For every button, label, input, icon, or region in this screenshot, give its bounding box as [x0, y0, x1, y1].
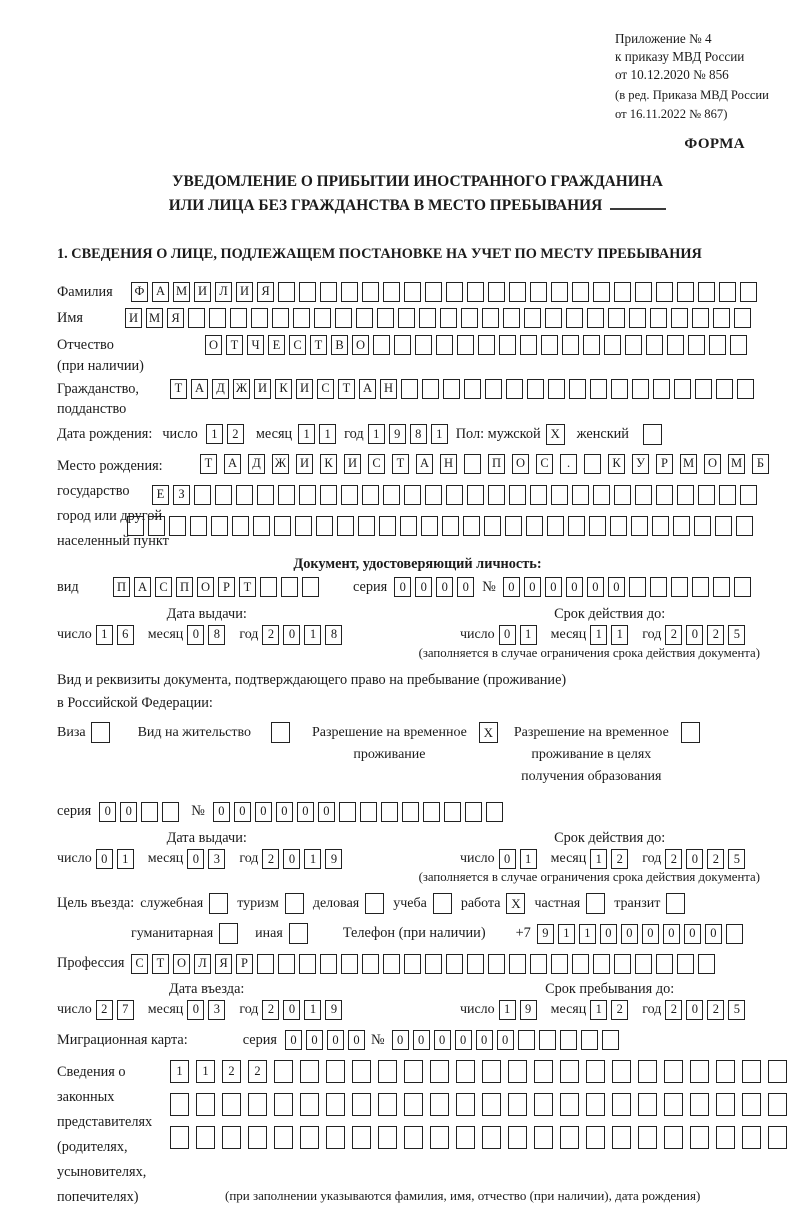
doc-kind-cells[interactable]: П А С П О Р Т [113, 577, 323, 597]
entry-day-cells[interactable]: 2 7 [96, 1000, 138, 1020]
entry-month-cells[interactable]: 0 3 [187, 1000, 229, 1020]
legal-reps-block [57, 1060, 778, 1212]
day-label: число [162, 426, 198, 443]
purpose-option: гуманитарная [131, 923, 238, 944]
temp-residence-option: Разрешение на временное проживание X [312, 722, 498, 765]
purpose-opt3-checkbox[interactable] [365, 893, 384, 914]
residence-series-cells[interactable]: 0 0 [99, 802, 183, 822]
legal-reps-row1-cells[interactable]: 1 1 2 2 [170, 1060, 778, 1083]
birth-day-cells[interactable]: 1 2 [206, 424, 248, 444]
residence-doc-line2: в Российской Федерации: [57, 694, 213, 711]
residence-number-cells[interactable]: 0 0 0 0 0 0 [213, 802, 507, 822]
entry-year-cells[interactable]: 2 0 1 9 [262, 1000, 346, 1020]
residence-series-label: серия [57, 803, 92, 820]
annex-line: Приложение № 4 [615, 31, 712, 46]
sex-male-checkbox[interactable]: X [546, 424, 565, 445]
residence-doc-dates [57, 830, 778, 869]
title-blank-underline [610, 208, 666, 210]
purpose-option: транзит [614, 893, 685, 914]
legal-reps-labels: Сведения о законных представителях (родителях, усыновителях, попечителях) [57, 1063, 153, 1205]
identity-doc-heading: Документ, удостоверяющий личность: [293, 555, 542, 572]
residence-issue-month-cells[interactable]: 0 3 [187, 849, 229, 869]
annex-line: от 10.12.2020 № 856 [615, 67, 729, 83]
residence-expiry-month-cells[interactable]: 1 2 [590, 849, 632, 869]
month-label: месяц [255, 426, 293, 443]
phone-prefix: +7 [515, 925, 531, 942]
form-title-line2: ИЛИ ЛИЦА БЕЗ ГРАЖДАНСТВА В МЕСТО ПРЕБЫВАНИЯ [57, 194, 778, 217]
entry-date-group: Дата въезда: число 2 7 месяц 0 3 год 2 0 1 9 [57, 981, 356, 1020]
residence-permit-checkbox[interactable] [271, 722, 290, 743]
surname-label: Фамилия [57, 283, 113, 300]
purpose-opt9-checkbox[interactable] [289, 923, 308, 944]
purpose-option: туризм [237, 893, 304, 914]
visa-checkbox[interactable] [91, 722, 110, 743]
form-title-line1: УВЕДОМЛЕНИЕ О ПРИБЫТИИ ИНОСТРАННОГО ГРАЖДАНИНА [172, 173, 663, 191]
surname-cells[interactable]: Ф А М И Л И Я [131, 282, 761, 302]
doc-number-label: № [482, 578, 496, 595]
residence-expiry-group: Срок действия до: число 0 1 месяц 1 2 год 2 0 2 5 [460, 830, 759, 869]
citizenship-label: Гражданство, подданство [57, 380, 139, 418]
issue-month-cells[interactable]: 0 8 [187, 625, 229, 645]
sex-female-label: женский [576, 426, 629, 443]
doc-number-cells[interactable]: 0 0 0 0 0 0 [503, 577, 755, 597]
expiry-year-cells[interactable]: 2 0 2 5 [665, 625, 749, 645]
legal-reps-row3-cells[interactable] [170, 1126, 778, 1149]
form-title [57, 170, 778, 216]
stay-heading: Срок пребывания до: [545, 980, 675, 997]
purpose-option: служебная [140, 893, 228, 914]
birthplace-labels: Место рождения: государство город или другой населенный пункт [57, 457, 169, 549]
migration-number-label: № [371, 1031, 385, 1048]
patronymic-cells[interactable]: О Т Ч Е С Т В О [205, 335, 751, 355]
expiry-day-cells[interactable]: 0 1 [499, 625, 541, 645]
migration-card-label: Миграционная карта: [57, 1031, 188, 1048]
purpose-opt4-checkbox[interactable] [433, 893, 452, 914]
purpose-opt6-checkbox[interactable] [586, 893, 605, 914]
legal-reps-row2-cells[interactable] [170, 1093, 778, 1116]
residence-issue-day-cells[interactable]: 0 1 [96, 849, 138, 869]
doc-kind-label: вид [57, 578, 79, 595]
doc-series-cells[interactable]: 0 0 0 0 [394, 577, 478, 597]
birthplace-row3-cells[interactable] [127, 516, 778, 536]
issue-year-cells[interactable]: 2 0 1 8 [262, 625, 346, 645]
stay-until-group: Срок пребывания до: число 1 9 месяц 1 2 год 2 0 2 5 [460, 981, 759, 1020]
migration-number-cells[interactable]: 0 0 0 0 0 0 [392, 1030, 623, 1050]
firstname-cells[interactable]: И М Я [125, 308, 755, 328]
purpose-opt7-checkbox[interactable] [666, 893, 685, 914]
residence-doc-line1: Вид и реквизиты документа, подтверждающего право на пребывание (проживание) [57, 671, 567, 688]
residence-permit-option: Вид на жительство [138, 722, 290, 744]
purpose-opt2-checkbox[interactable] [285, 893, 304, 914]
birthplace-row1-cells[interactable]: Т А Д Ж И К И С Т А Н П О С . К У Р М О М Б [200, 454, 778, 474]
birthplace-row2-cells[interactable]: Е З [152, 485, 778, 505]
residence-expiry-year-cells[interactable]: 2 0 2 5 [665, 849, 749, 869]
identity-expiry-group: Срок действия до: число 0 1 месяц 1 1 год 2 0 2 5 [460, 606, 759, 645]
purpose-opt8-checkbox[interactable] [219, 923, 238, 944]
temp-residence-checkbox[interactable]: X [479, 722, 498, 743]
section1-heading: 1. СВЕДЕНИЯ О ЛИЦЕ, ПОДЛЕЖАЩЕМ ПОСТАНОВКЕ НА УЧЕТ ПО МЕСТУ ПРЕБЫВАНИЯ [57, 245, 702, 262]
profession-label: Профессия [57, 955, 125, 972]
residence-issue-group: Дата выдачи: число 0 1 месяц 0 3 год 2 0 1 9 [57, 830, 356, 869]
annex-block [615, 30, 778, 123]
sex-female-checkbox[interactable] [643, 424, 662, 445]
identity-doc-note: (заполняется в случае ограничения срока действия документа) [418, 645, 760, 660]
purpose-option: работа X [461, 893, 526, 914]
phone-label: Телефон (при наличии) [342, 925, 486, 942]
year-label: год [344, 426, 364, 443]
identity-issue-group: Дата выдачи: число 1 6 месяц 0 8 год 2 0 1 8 [57, 606, 356, 645]
purpose-opt1-checkbox[interactable] [209, 893, 228, 914]
stay-month-cells[interactable]: 1 2 [590, 1000, 632, 1020]
birth-year-cells[interactable]: 1 9 8 1 [368, 424, 452, 444]
birthdate-label: Дата рождения: [57, 426, 153, 443]
annex-line: (в ред. Приказа МВД России [615, 87, 769, 102]
stay-day-cells[interactable]: 1 9 [499, 1000, 541, 1020]
purpose-opt5-checkbox[interactable]: X [506, 893, 525, 914]
profession-cells[interactable]: С Т О Л Я Р [131, 954, 719, 974]
residence-number-label: № [191, 803, 205, 820]
forma-label: ФОРМА [684, 136, 745, 153]
entry-stay-dates [57, 981, 778, 1020]
expiry-heading: Срок действия до: [554, 605, 666, 622]
migration-series-label: серия [242, 1031, 277, 1048]
purpose-option: частная [534, 893, 605, 914]
purpose-option: иная [255, 923, 308, 944]
residence-doc-options [57, 722, 778, 787]
purpose-label: Цель въезда: [57, 895, 135, 912]
visa-option: Виза [57, 722, 110, 744]
firstname-label: Имя [57, 310, 83, 327]
issue-day-cells[interactable]: 1 6 [96, 625, 138, 645]
birthplace-block [57, 454, 778, 554]
sex-male-label: Пол: мужской [455, 426, 541, 443]
purpose-option: деловая [313, 893, 384, 914]
issue-heading: Дата выдачи: [166, 605, 247, 622]
residence-issue-year-cells[interactable]: 2 0 1 9 [262, 849, 346, 869]
migration-series-cells[interactable]: 0 0 0 0 [285, 1030, 369, 1050]
stay-year-cells[interactable]: 2 0 2 5 [665, 1000, 749, 1020]
annex-line: от 16.11.2022 № 867) [615, 107, 728, 122]
entry-heading: Дата въезда: [169, 980, 245, 997]
purpose-option: учеба [393, 893, 452, 914]
patronymic-label: Отчество (при наличии) [57, 337, 144, 374]
phone-cells[interactable]: 9 1 1 0 0 0 0 0 0 [537, 924, 747, 944]
temp-residence-edu-checkbox[interactable] [681, 722, 700, 743]
legal-reps-caption: (при заполнении указываются фамилия, имя, отчество (при наличии), дата рождения) [225, 1187, 701, 1203]
expiry-heading: Срок действия до: [554, 830, 666, 847]
residence-expiry-day-cells[interactable]: 0 1 [499, 849, 541, 869]
expiry-month-cells[interactable]: 1 1 [590, 625, 632, 645]
birth-month-cells[interactable]: 1 1 [298, 424, 340, 444]
annex-line: к приказу МВД России [615, 49, 745, 65]
citizenship-cells[interactable]: Т А Д Ж И К И С Т А Н [170, 379, 758, 399]
temp-residence-edu-option: Разрешение на временное проживание в целях получения образования [514, 722, 700, 787]
residence-doc-note: (заполняется в случае ограничения срока действия документа) [418, 870, 760, 885]
doc-series-label: серия [353, 578, 388, 595]
issue-heading: Дата выдачи: [166, 830, 247, 847]
identity-doc-dates [57, 606, 778, 645]
